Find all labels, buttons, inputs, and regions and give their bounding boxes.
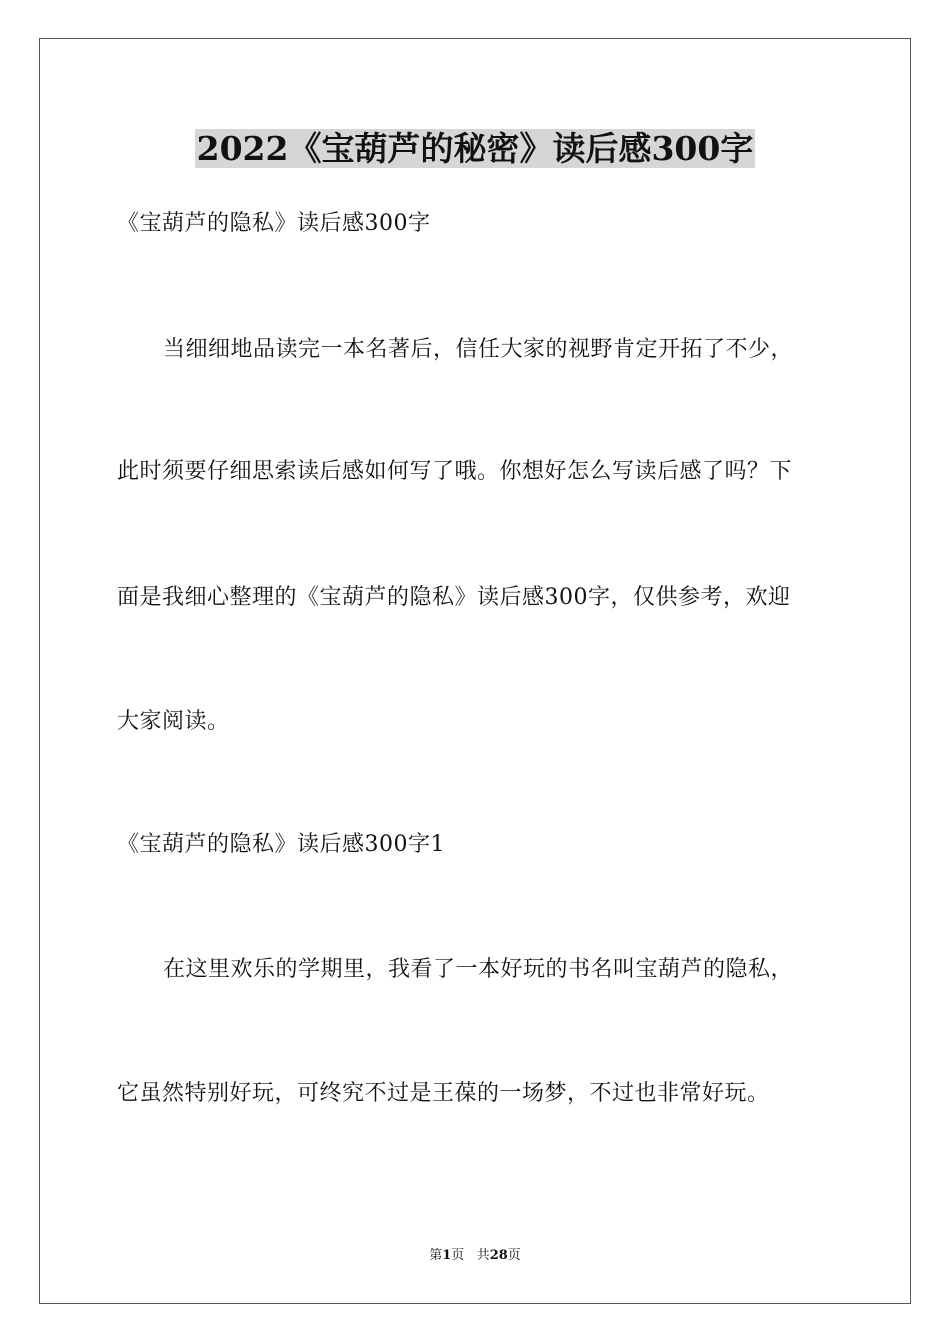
- footer-page-unit: 页: [451, 1248, 465, 1263]
- section-heading-1: 《宝葫芦的隐私》读后感300字1: [117, 832, 445, 857]
- paragraph-line-4: 大家阅读。: [117, 709, 230, 734]
- subtitle-line: 《宝葫芦的隐私》读后感300字: [117, 211, 431, 236]
- footer-page-prefix: 第: [429, 1248, 443, 1263]
- paragraph-line-1: 当细细地品读完一本名著后，信任大家的视野肯定开拓了不少，: [163, 337, 794, 362]
- paragraph-line-5: 在这里欢乐的学期里，我看了一本好玩的书名叫宝葫芦的隐私，: [163, 957, 794, 982]
- page-footer: [0, 1247, 950, 1265]
- document-title-text: 2022《宝葫芦的秘密》读后感300字: [196, 129, 754, 168]
- footer-page-current: 1: [442, 1248, 452, 1263]
- footer-total-prefix: 共: [476, 1248, 490, 1263]
- paragraph-line-6: 它虽然特别好玩，可终究不过是王葆的一场梦，不过也非常好玩。: [117, 1081, 770, 1106]
- paragraph-line-3: 面是我细心整理的《宝葫芦的隐私》读后感300字，仅供参考，欢迎: [117, 585, 791, 610]
- document-title: [0, 126, 950, 172]
- paragraph-line-2: 此时须要仔细思索读后感如何写了哦。你想好怎么写读后感了吗？下: [117, 459, 793, 484]
- footer-page-total: 28: [489, 1248, 508, 1263]
- footer-total-unit: 页: [507, 1248, 521, 1263]
